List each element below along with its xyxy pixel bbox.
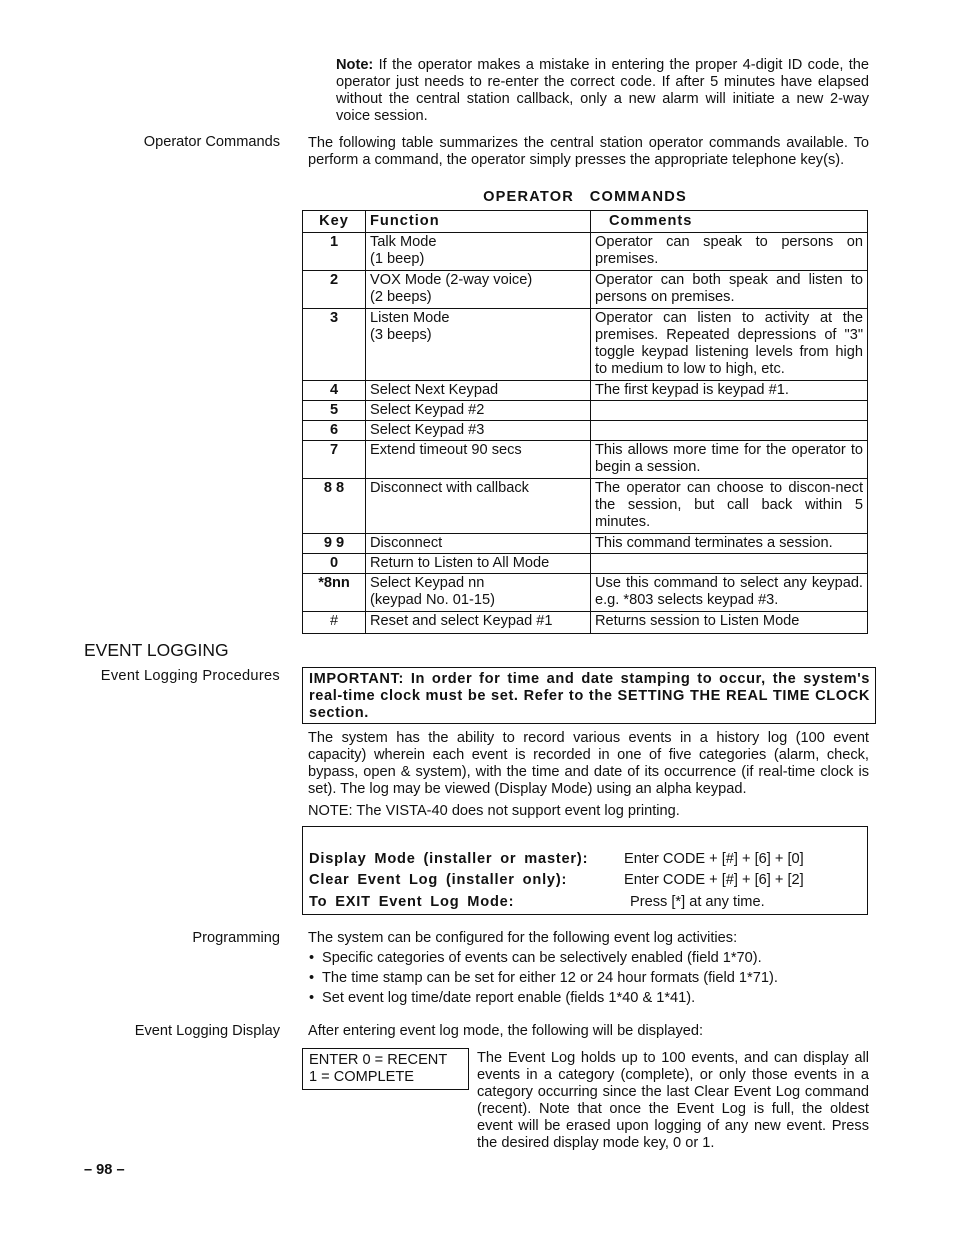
- mode-label: Clear Event Log (installer only):: [309, 872, 568, 888]
- event-log-note: NOTE: The VISTA-40 does not support event log printing.: [308, 803, 680, 819]
- cell-key: 2: [303, 271, 366, 309]
- event-log-description: The system has the ability to record various events in a history log (100 event capacity) wherein each event is recorded in one of five categories (alarm, check, bypass, open & system), with the time and date of its occurrence (if real-time clock is set). The log may be viewed (Display Mode) using an alpha keypad.: [308, 730, 869, 797]
- table-row: [303, 479, 868, 534]
- cell-comments: [591, 401, 868, 421]
- cell-function: Select Keypad #3: [366, 421, 591, 441]
- cell-comments: [591, 554, 868, 574]
- cell-function: Disconnect: [366, 534, 591, 554]
- bullet-icon: •: [309, 950, 315, 966]
- display-screen-line-2: 1 = COMPLETE: [309, 1069, 415, 1085]
- note-paragraph: [336, 57, 869, 125]
- table-row: [303, 401, 868, 421]
- operator-commands-label: Operator Commands: [143, 134, 280, 150]
- table-title: OPERATOR COMMANDS: [483, 189, 687, 205]
- cell-key: 1: [303, 233, 366, 271]
- cell-function: Disconnect with callback: [366, 479, 591, 534]
- table-row: [303, 381, 868, 401]
- cell-comments: Returns session to Listen Mode: [591, 612, 868, 634]
- cell-comments: This allows more time for the operator to begin a session.: [591, 441, 868, 479]
- cell-key: 8 8: [303, 479, 366, 534]
- table-row: [303, 421, 868, 441]
- mode-value: Enter CODE + [#] + [6] + [2]: [624, 872, 804, 888]
- cell-comments: The operator can choose to discon-nect the session, but call back within 5 minutes.: [591, 479, 868, 534]
- table-row: [303, 612, 868, 634]
- cell-key: 5: [303, 401, 366, 421]
- mode-row: [309, 872, 859, 890]
- cell-function: VOX Mode (2-way voice) (2 beeps): [366, 271, 591, 309]
- cell-key: 0: [303, 554, 366, 574]
- operator-commands-intro: The following table summarizes the central station operator commands available. To perform a command, the operator simply presses the appropriate telephone key(s).: [308, 135, 869, 168]
- operator-commands-table: [302, 210, 868, 634]
- mode-value: Press [*] at any time.: [630, 894, 765, 910]
- event-logging-procedures-label: Event Logging Procedures: [100, 668, 280, 684]
- table-row: [303, 574, 868, 612]
- cell-comments: Operator can speak to persons on premises.: [591, 233, 868, 271]
- note-label: Note:: [336, 57, 374, 73]
- bullet-text: Set event log time/date report enable (fields 1*40 & 1*41).: [322, 990, 696, 1006]
- cell-comments: Operator can listen to activity at the premises. Repeated depressions of "3" toggle keypad listening levels from high to medium to low to high, etc.: [591, 309, 868, 381]
- bullet-text: Specific categories of events can be selectively enabled (field 1*70).: [322, 950, 762, 966]
- cell-function: Select Keypad nn (keypad No. 01-15): [366, 574, 591, 612]
- table-body: [303, 233, 868, 634]
- header-key: Key: [303, 211, 366, 233]
- cell-function: Select Next Keypad: [366, 381, 591, 401]
- table-row: [303, 554, 868, 574]
- mode-row: [309, 851, 859, 869]
- cell-comments: This command terminates a session.: [591, 534, 868, 554]
- programming-label: Programming: [192, 930, 280, 946]
- cell-key: 4: [303, 381, 366, 401]
- cell-function: Extend timeout 90 secs: [366, 441, 591, 479]
- cell-function: Listen Mode (3 beeps): [366, 309, 591, 381]
- cell-key: *8nn: [303, 574, 366, 612]
- header-function: Function: [366, 211, 591, 233]
- important-box: [302, 667, 876, 724]
- cell-comments: Operator can both speak and listen to persons on premises.: [591, 271, 868, 309]
- mode-row: [309, 894, 859, 912]
- table-row: [303, 441, 868, 479]
- table-header-row: [303, 211, 868, 233]
- bullet-icon: •: [309, 970, 315, 986]
- mode-label: Display Mode (installer or master):: [309, 851, 589, 867]
- header-comments: Comments: [591, 211, 868, 233]
- list-item: [309, 970, 778, 987]
- display-intro: After entering event log mode, the following will be displayed:: [308, 1023, 704, 1039]
- cell-function: Talk Mode (1 beep): [366, 233, 591, 271]
- display-screen-line-1: ENTER 0 = RECENT: [309, 1052, 448, 1068]
- cell-function: Select Keypad #2: [366, 401, 591, 421]
- event-logging-heading: EVENT LOGGING: [84, 640, 229, 660]
- cell-comments: The first keypad is keypad #1.: [591, 381, 868, 401]
- programming-intro: The system can be configured for the following event log activities:: [308, 930, 738, 946]
- cell-comments: Use this command to select any keypad. e.g. *803 selects keypad #3.: [591, 574, 868, 612]
- event-logging-display-label: Event Logging Display: [134, 1023, 280, 1039]
- page-number: – 98 –: [84, 1162, 125, 1178]
- cell-key: 3: [303, 309, 366, 381]
- table-row: [303, 233, 868, 271]
- cell-key: 7: [303, 441, 366, 479]
- cell-comments: [591, 421, 868, 441]
- list-item: [309, 950, 762, 967]
- table-row: [303, 534, 868, 554]
- display-text: The Event Log holds up to 100 events, and can display all events in a category (complete), or only those events in a category occurring since the last Clear Event Log command (recent). Note that once the Event Log is full, the oldest event will be erased upon logging of any new event. Press the desired display mode key, 0 or 1.: [477, 1050, 869, 1151]
- list-item: [309, 990, 695, 1007]
- table-row: [303, 271, 868, 309]
- important-text: IMPORTANT: In order for time and date stamping to occur, the system's real-time clock must be set. Refer to the SETTING THE REAL TIME CLOCK section.: [309, 671, 870, 721]
- cell-key: #: [303, 612, 366, 634]
- cell-key: 6: [303, 421, 366, 441]
- mode-label: To EXIT Event Log Mode:: [309, 894, 515, 910]
- cell-key: 9 9: [303, 534, 366, 554]
- keypad-display-screen: [302, 1048, 469, 1090]
- bullet-text: The time stamp can be set for either 12 or 24 hour formats (field 1*71).: [322, 970, 778, 986]
- bullet-icon: •: [309, 990, 315, 1006]
- cell-function: Reset and select Keypad #1: [366, 612, 591, 634]
- cell-function: Return to Listen to All Mode: [366, 554, 591, 574]
- table-row: [303, 309, 868, 381]
- modes-box: [302, 826, 868, 915]
- note-text: If the operator makes a mistake in entering the proper 4-digit ID code, the operator just needs to re-enter the correct code. If after 5 minutes have elapsed without the central station callback, only a new alarm will initiate a new 2-way voice session.: [336, 57, 869, 124]
- mode-value: Enter CODE + [#] + [6] + [0]: [624, 851, 804, 867]
